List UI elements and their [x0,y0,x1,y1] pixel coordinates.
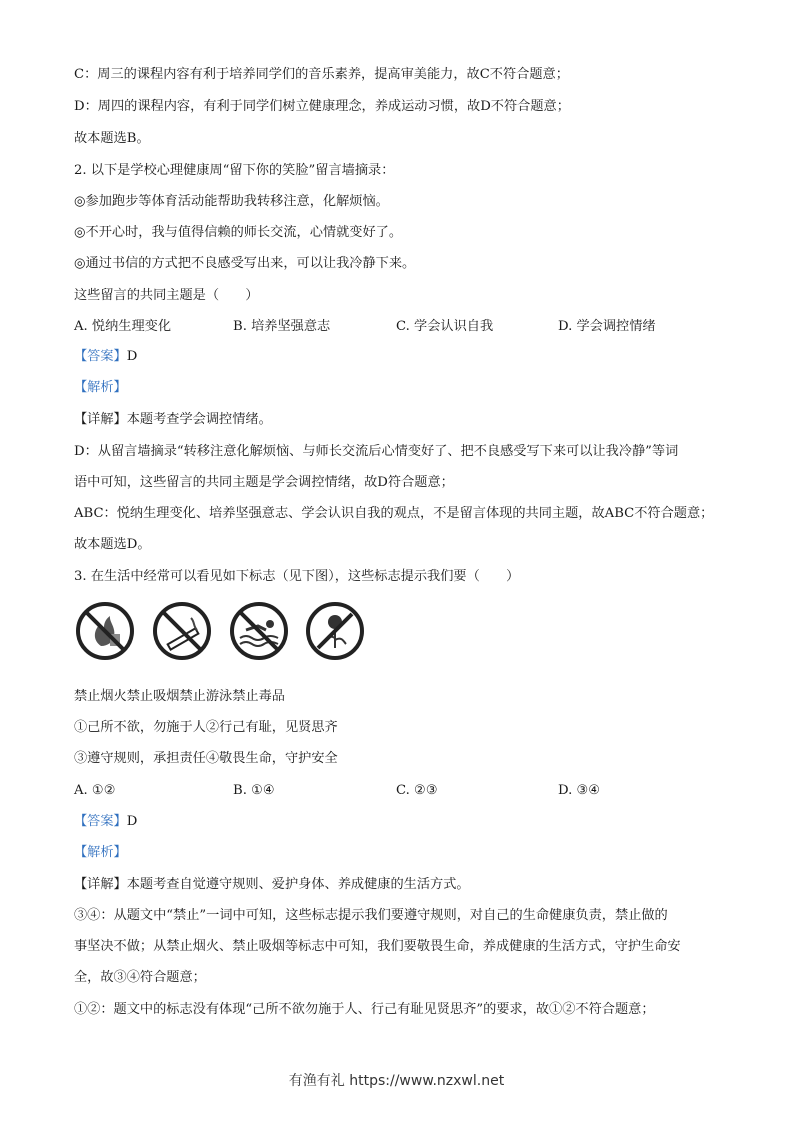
no-smoking-icon [151,600,213,662]
question-2-answer [74,348,137,366]
question-2-conclusion: 故本题选D。 [74,537,151,552]
question-2-detail [74,411,272,429]
answer-line-c: C：周三的课程内容有利于培养同学们的音乐素养，提高审美能力，故C不符合题意； [74,67,569,82]
question-3-stem: 3. 在生活中经常可以看见如下标志（见下图），这些标志提示我们要（ ） [74,569,520,584]
prohibition-signs [74,600,374,670]
question-3-statement-2: ③遵守规则，承担责任④敬畏生命，守护安全 [74,751,338,766]
detail-tag: 【详解】 [74,877,127,892]
question-2-explain-3: ABC：悦纳生理变化、培养坚强意志、学会认识自我的观点，不是留言体现的共同主题，故ABC不符合题意； [74,506,714,521]
question-3-option-c: C. ②③ [396,783,438,798]
question-2-quote-2: ◎不开心时，我与值得信赖的师长交流，心情就变好了。 [74,225,403,240]
question-3-explain-2: 事坚决不做；从禁止烟火、禁止吸烟等标志中可知，我们要敬畏生命，养成健康的生活方式，守护生命安 [74,939,681,954]
question-2-stem: 2. 以下是学校心理健康周“留下你的笑脸”留言墙摘录： [74,163,395,178]
question-2-explain-1: D：从留言墙摘录“转移注意化解烦恼、与师长交流后心情变好了、把不良感受写下来可以让我冷静”等词 [74,444,679,459]
question-2-quote-1: ◎参加跑步等体育活动能帮助我转移注意，化解烦恼。 [74,194,389,209]
question-2-option-d: D. 学会调控情绪 [558,319,656,334]
signs-caption: 禁止烟火禁止吸烟禁止游泳禁止毒品 [74,689,285,704]
page-footer: 有渔有礼 https://www.nzxwl.net [288,1073,505,1089]
no-drugs-icon [304,600,366,662]
question-2-quote-3: ◎通过书信的方式把不良感受写出来，可以让我冷静下来。 [74,256,416,271]
question-2-explain-2: 语中可知，这些留言的共同主题是学会调控情绪，故D符合题意； [74,475,454,490]
question-2-option-c: C. 学会认识自我 [396,319,494,334]
no-swimming-icon [228,600,290,662]
question-2-option-b: B. 培养坚强意志 [233,319,331,334]
answer-value: D [126,349,138,364]
question-3-explain-3: 全，故③④符合题意； [74,970,206,985]
question-3-statement-1: ①己所不欲，勿施于人②行己有耻，见贤思齐 [74,720,338,735]
answer-conclusion: 故本题选B。 [74,131,150,146]
question-3-option-b: B. ①④ [233,783,275,798]
answer-line-d: D：周四的课程内容，有利于同学们树立健康理念，养成运动习惯，故D不符合题意； [74,99,570,114]
answer-tag: 【答案】 [74,814,127,829]
detail-text: 本题考查学会调控情绪。 [126,412,272,427]
question-2-analysis-tag: 【解析】 [74,380,127,395]
question-3-explain-1: ③④：从题文中“禁止”一词中可知，这些标志提示我们要遵守规则，对自己的生命健康负责，禁止做的 [74,908,668,923]
question-3-explain-4: ①②：题文中的标志没有体现“己所不欲勿施于人、行己有耻见贤思齐”的要求，故①②不符合题意； [74,1002,655,1017]
question-3-option-d: D. ③④ [558,783,601,798]
answer-value: D [126,814,138,829]
question-2-ask: 这些留言的共同主题是（ ） [74,288,259,303]
question-3-option-a: A. ①② [74,783,116,798]
detail-text: 本题考查自觉遵守规则、爱护身体、养成健康的生活方式。 [126,877,470,892]
question-3-answer [74,813,137,831]
question-2-option-a: A. 悦纳生理变化 [74,319,172,334]
detail-tag: 【详解】 [74,412,127,427]
no-fire-icon [74,600,136,662]
question-3-analysis-tag: 【解析】 [74,845,127,860]
answer-tag: 【答案】 [74,349,127,364]
question-3-detail [74,876,470,894]
